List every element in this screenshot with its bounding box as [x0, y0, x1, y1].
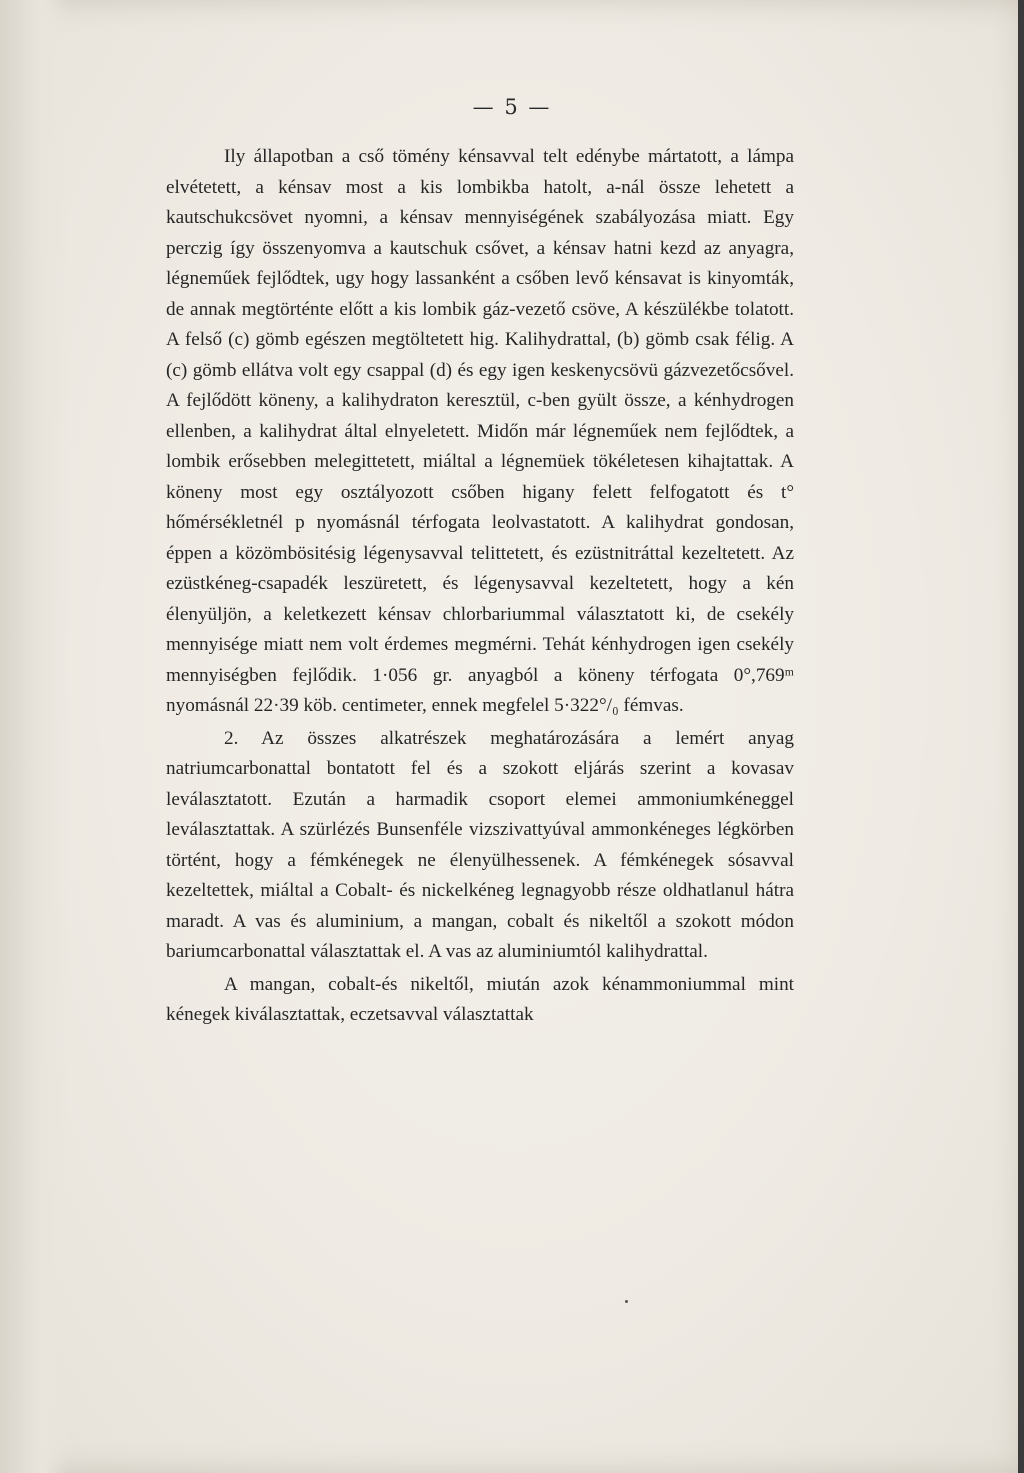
paragraph-component-determination: 2. Az összes alkatrészek meghatározására a lemért anyag natriumcarbonattal bontatott fel és a szokott eljárás szerint a kovasav leválasztatott. Ezután a harmadik csoport elemei ammoniumkéneggel leválasztattak. A szürlézés Bunsenféle vizszivattyúval ammonkéneges légkörben történt, hogy a fémkénegek ne élenyülhessenek. A fémkénegek sósavval kezeltettek, miáltal a Cobalt- és nickelkéneg legnagyobb része oldhatlanul hátra maradt. A vas és aluminium, a mangan, cobalt és nikeltől a szokott módon bariumcarbonattal választattak el. A vas az aluminiumtól kalihydrattal.	[166, 727, 794, 962]
page-right-edge	[1018, 0, 1024, 1473]
page-gutter-shadow	[0, 0, 70, 1473]
ink-speck	[625, 1300, 628, 1303]
page-number: — 5 —	[472, 95, 552, 119]
paragraph-mangan-separation: A mangan, cobalt-és nikeltől, miután azok kénammoniummal mint kénegek kiválasztattak, eczetsavval választattak	[166, 973, 794, 1025]
paragraph-analysis-sulfur: Ily állapotban a cső tömény kénsavval telt edénybe mártatott, a lámpa elvétetett, a kénsav most a kis lombikba hatolt, a-nál össze lehetett a kautschukcsövet nyomni, a kénsav mennyiségének szabályozása miatt. Egy perczig így összenyomva a kautschuk csővet, a kénsav hatni kezd az anyagra, légneműek fejlődtek, ugy hogy lassanként a csőben levő kénsavat is kinyomták, de annak megtörténte előtt a kis lombik gáz-vezető csöve, A készülékbe tolatott. A felső (c) gömb egészen megtöltetett hig. Kalihydrattal, (b) gömb csak félig. A (c) gömb ellátva volt egy csappal (d) és egy igen keskenycsövü gázvezetőcsővel. A fejlődött köneny, a kalihydraton keresztül, c-ben gyült össze, a kénhydrogen ellenben, a kalihydrat által elnyeletett. Midőn már légneműek nem fejlődtek, a lombik erősebben melegittetett, miáltal a légnemüek tökéletesen kihajtattak. A köneny most egy osztályozott csőben higany felett felfogatott és t° hőmérsékletnél p nyomásnál térfogata leolvastatott. A kalihydrat gondosan, éppen a közömbösitésig légenysavval telittetett, és ezüstnitráttal kezeltetett. Az ezüstkéneg-csapadék leszüretett, és légenysavval kezeltetett, hogy a kén élenyüljön, a keletkezett kénsav chlorbariummal választatott ki, de csekély mennyisége miatt nem volt érdemes megmérni. Tehát kénhydrogen igen csekély mennyiségben fejlődik. 1·056 gr. anyagból a köneny térfogata 0°,769ᵐ nyomásnál 22·39 köb. centimeter, ennek megfelel 5·322°/₀ fémvas.	[166, 146, 794, 716]
body-text	[166, 142, 794, 1031]
